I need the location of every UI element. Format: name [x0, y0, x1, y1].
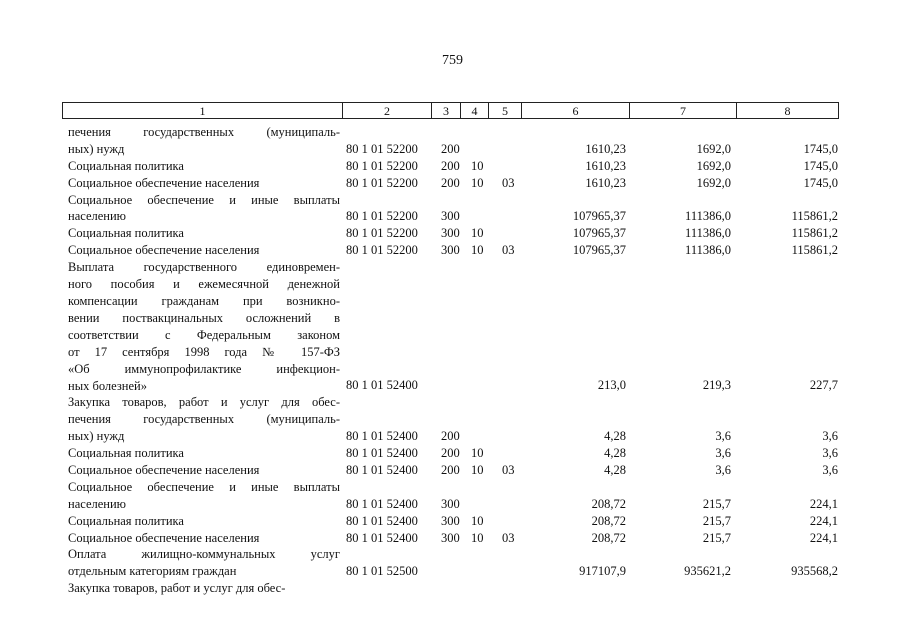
table-row — [0, 225, 905, 242]
table-row — [0, 394, 905, 445]
row-expense-type: 200 — [441, 446, 460, 461]
header-cell-8: 8 — [784, 104, 791, 118]
row-name-line: Социальное обеспечение населения — [68, 243, 260, 258]
header-cell-7: 7 — [630, 103, 737, 118]
row-name — [68, 580, 340, 597]
row-section: 10 — [471, 446, 484, 461]
row-name — [68, 192, 340, 226]
table-row — [0, 530, 905, 547]
row-code: 80 1 01 52500 — [346, 564, 418, 579]
row-name — [68, 513, 340, 530]
row-subsection: 03 — [502, 530, 515, 545]
header-cell-5: 5 — [489, 103, 522, 118]
row-name-line: Социальная политика — [68, 446, 184, 461]
row-value-col8: 1745,0 — [803, 158, 838, 173]
row-value-col6: 107965,37 — [572, 226, 626, 241]
row-value-col8: 224,1 — [809, 513, 838, 528]
row-expense-type: 200 — [441, 462, 460, 477]
row-value-col7: 111386,0 — [685, 243, 731, 258]
row-code: 80 1 01 52200 — [346, 158, 418, 173]
row-code: 80 1 01 52200 — [346, 209, 418, 224]
row-value-col7: 1692,0 — [696, 158, 731, 173]
row-code: 80 1 01 52400 — [346, 530, 418, 545]
row-name-line: Социальное обеспечение населения — [68, 175, 260, 190]
row-name-line: Социальное обеспечение населения — [68, 462, 260, 477]
row-value-col7: 111386,0 — [685, 226, 731, 241]
row-value-col6: 107965,37 — [572, 243, 626, 258]
row-value-col7: 1692,0 — [696, 175, 731, 190]
header-cell-1: 1 — [63, 103, 343, 118]
row-code: 80 1 01 52200 — [346, 141, 418, 156]
row-name — [68, 259, 340, 394]
row-subsection: 03 — [502, 243, 515, 258]
header-cell-2: 2 — [343, 103, 432, 118]
row-name-line: Социальная политика — [68, 513, 184, 528]
row-name-line: Социальная политика — [68, 158, 184, 173]
row-subsection: 03 — [502, 175, 515, 190]
table-row — [0, 192, 905, 226]
row-name-line: компенсации гражданам при возникно- — [68, 293, 340, 308]
row-name — [68, 546, 340, 580]
row-expense-type: 200 — [441, 141, 460, 156]
table-row — [0, 158, 905, 175]
row-expense-type: 300 — [441, 209, 460, 224]
row-name — [68, 175, 340, 192]
table-row — [0, 242, 905, 259]
row-name — [68, 242, 340, 259]
row-subsection: 03 — [502, 462, 515, 477]
row-name-line: Социальное обеспечение и иные выплаты — [68, 192, 340, 207]
table-row — [0, 580, 905, 597]
row-code: 80 1 01 52400 — [346, 446, 418, 461]
row-value-col8: 224,1 — [809, 496, 838, 511]
row-value-col8: 3,6 — [822, 462, 838, 477]
header-cell-4: 4 — [461, 103, 489, 118]
row-name-line: ного пособия и ежемесячной денежной — [68, 277, 340, 292]
row-name-line: населению — [68, 209, 126, 224]
row-name-line: от 17 сентября 1998 года № 157-ФЗ — [68, 344, 340, 359]
page-number: 759 — [442, 53, 463, 68]
table-row — [0, 513, 905, 530]
table-row — [0, 445, 905, 462]
row-value-col6: 4,28 — [604, 446, 626, 461]
row-name — [68, 530, 340, 547]
row-code: 80 1 01 52400 — [346, 513, 418, 528]
table-row — [0, 124, 905, 158]
row-section: 10 — [471, 158, 484, 173]
row-value-col7: 3,6 — [715, 429, 731, 444]
row-expense-type: 300 — [441, 226, 460, 241]
row-name-line: Закупка товаров, работ и услуг для обес- — [68, 395, 340, 410]
table-row — [0, 462, 905, 479]
table-row — [0, 546, 905, 580]
table-row — [0, 479, 905, 513]
row-name — [68, 462, 340, 479]
row-expense-type: 300 — [441, 530, 460, 545]
row-value-col6: 917107,9 — [579, 564, 626, 579]
row-section: 10 — [471, 243, 484, 258]
row-section: 10 — [471, 175, 484, 190]
row-code: 80 1 01 52400 — [346, 462, 418, 477]
row-name — [68, 124, 340, 158]
row-value-col8: 3,6 — [822, 446, 838, 461]
row-value-col7: 935621,2 — [684, 564, 731, 579]
row-name-line: «Об иммунопрофилактике инфекцион- — [68, 361, 340, 376]
row-value-col7: 1692,0 — [696, 141, 731, 156]
table-header-row — [62, 102, 839, 119]
row-value-col8: 115861,2 — [791, 209, 838, 224]
row-value-col8: 227,7 — [809, 378, 838, 393]
row-name-line: Выплата государственного единовремен- — [68, 260, 340, 275]
row-name — [68, 225, 340, 242]
row-name-line: печения государственных (муниципаль- — [68, 125, 340, 139]
row-expense-type: 200 — [441, 429, 460, 444]
row-value-col6: 208,72 — [591, 530, 626, 545]
row-name — [68, 445, 340, 462]
row-code: 80 1 01 52400 — [346, 378, 418, 393]
row-value-col8: 935568,2 — [791, 564, 838, 579]
row-value-col6: 1610,23 — [585, 158, 626, 173]
row-value-col7: 215,7 — [702, 530, 731, 545]
row-code: 80 1 01 52200 — [346, 175, 418, 190]
row-expense-type: 200 — [441, 158, 460, 173]
row-value-col6: 4,28 — [604, 429, 626, 444]
row-code: 80 1 01 52200 — [346, 243, 418, 258]
row-name-line: соответствии с Федеральным законом — [68, 327, 340, 342]
row-value-col8: 1745,0 — [803, 141, 838, 156]
row-value-col7: 215,7 — [702, 496, 731, 511]
row-name — [68, 394, 340, 445]
row-value-col6: 208,72 — [591, 513, 626, 528]
table-row — [0, 175, 905, 192]
row-name-line: Закупка товаров, работ и услуг для обес- — [68, 581, 286, 596]
row-section: 10 — [471, 513, 484, 528]
row-name-line: Социальное обеспечение и иные выплаты — [68, 479, 340, 494]
table-row — [0, 259, 905, 394]
row-value-col7: 3,6 — [715, 446, 731, 461]
row-value-col6: 4,28 — [604, 462, 626, 477]
row-expense-type: 300 — [441, 496, 460, 511]
row-code: 80 1 01 52400 — [346, 496, 418, 511]
row-expense-type: 300 — [441, 243, 460, 258]
row-value-col6: 213,0 — [597, 378, 626, 393]
row-code: 80 1 01 52200 — [346, 226, 418, 241]
row-value-col6: 1610,23 — [585, 141, 626, 156]
row-name-line: вении поствакцинальных осложнений в — [68, 310, 340, 325]
header-cell-3: 3 — [432, 103, 461, 118]
row-name — [68, 158, 340, 175]
row-name-line: Оплата жилищно-коммунальных услуг — [68, 547, 340, 562]
row-code: 80 1 01 52400 — [346, 429, 418, 444]
row-value-col8: 115861,2 — [791, 243, 838, 258]
row-name-line: ных) нужд — [68, 141, 125, 156]
row-section: 10 — [471, 462, 484, 477]
row-name-line: ных болезней» — [68, 378, 147, 393]
row-name-line: Социальное обеспечение населения — [68, 530, 260, 545]
row-value-col6: 107965,37 — [572, 209, 626, 224]
table-body — [0, 124, 905, 597]
row-value-col7: 215,7 — [702, 513, 731, 528]
row-value-col7: 111386,0 — [685, 209, 731, 224]
row-expense-type: 300 — [441, 513, 460, 528]
row-value-col7: 3,6 — [715, 462, 731, 477]
row-expense-type: 200 — [441, 175, 460, 190]
row-value-col8: 3,6 — [822, 429, 838, 444]
row-value-col7: 219,3 — [702, 378, 731, 393]
row-name-line: населению — [68, 496, 126, 511]
row-value-col8: 224,1 — [809, 530, 838, 545]
row-value-col6: 208,72 — [591, 496, 626, 511]
row-name-line: ных) нужд — [68, 429, 125, 444]
row-value-col6: 1610,23 — [585, 175, 626, 190]
row-value-col8: 115861,2 — [791, 226, 838, 241]
row-name-line: печения государственных (муниципаль- — [68, 412, 340, 427]
row-section: 10 — [471, 530, 484, 545]
row-section: 10 — [471, 226, 484, 241]
row-name-line: отдельным категориям граждан — [68, 564, 237, 579]
row-name — [68, 479, 340, 513]
header-cell-6: 6 — [522, 103, 630, 118]
row-name-line: Социальная политика — [68, 226, 184, 241]
row-value-col8: 1745,0 — [803, 175, 838, 190]
